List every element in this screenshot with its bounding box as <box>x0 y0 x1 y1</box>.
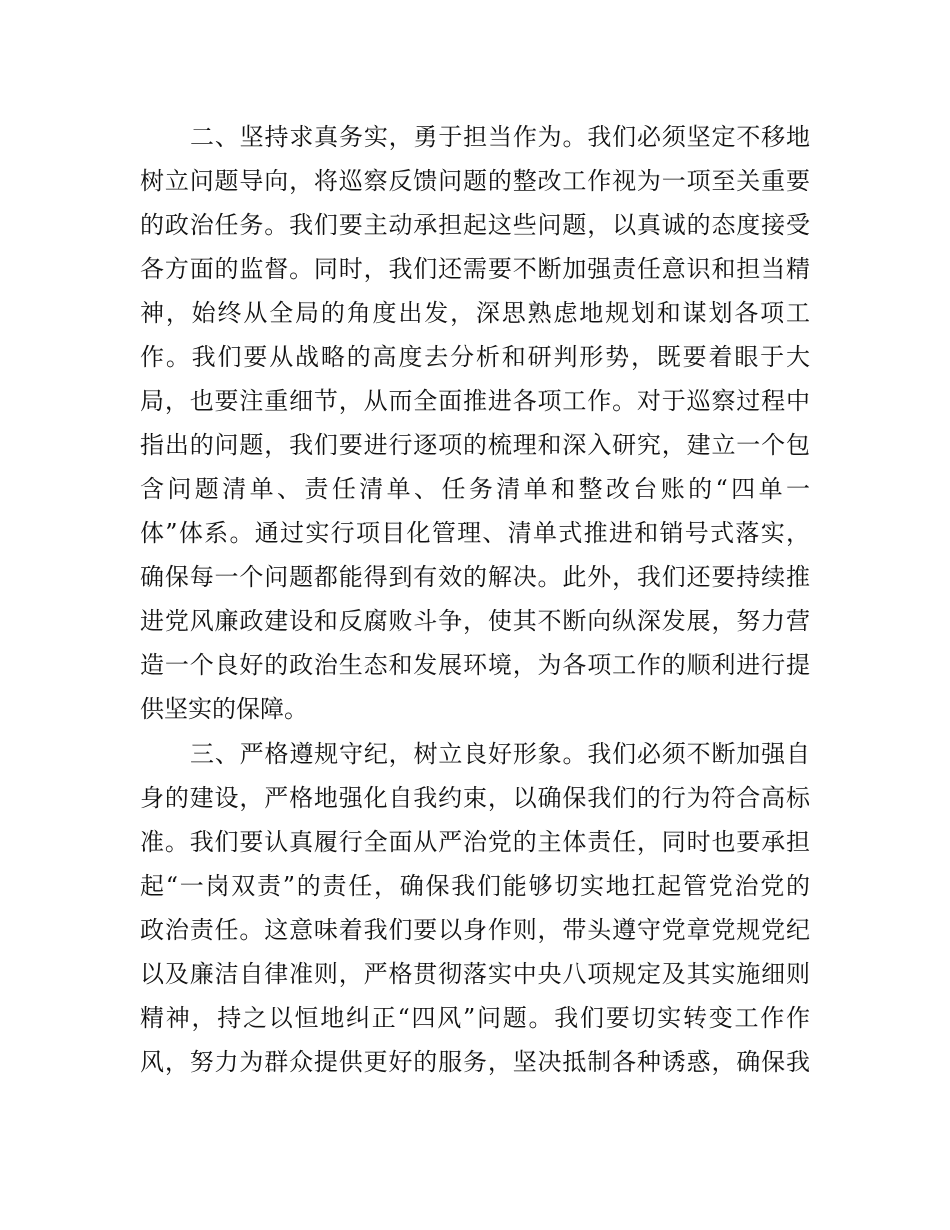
paragraph-line: 的政治任务。我们要主动承担起这些问题，以真诚的态度接受 <box>140 211 810 239</box>
paragraph-line: 二、坚持求真务实，勇于担当作为。我们必须坚定不移地 <box>190 123 810 151</box>
paragraph-line: 供坚实的保障。 <box>140 695 308 723</box>
paragraph-line: 神，始终从全局的角度出发，深思熟虑地规划和谋划各项工 <box>140 299 810 327</box>
paragraph-line: 局，也要注重细节，从而全面推进各项工作。对于巡察过程中 <box>140 387 810 415</box>
paragraph-line: 作。我们要从战略的高度去分析和研判形势，既要着眼于大 <box>140 343 810 371</box>
paragraph-line: 确保每一个问题都能得到有效的解决。此外，我们还要持续推 <box>140 563 810 591</box>
paragraph-line: 风，努力为群众提供更好的服务，坚决抵制各种诱惑，确保我 <box>140 1048 810 1076</box>
paragraph-line: 指出的问题，我们要进行逐项的梳理和深入研究，建立一个包 <box>140 431 810 459</box>
paragraph-line: 各方面的监督。同时，我们还需要不断加强责任意识和担当精 <box>140 255 810 283</box>
paragraph-line: 体”体系。通过实行项目化管理、清单式推进和销号式落实， <box>140 519 810 547</box>
paragraph-line: 准。我们要认真履行全面从严治党的主体责任，同时也要承担 <box>140 828 810 856</box>
paragraph-section-three <box>140 732 810 1084</box>
paragraph-line: 造一个良好的政治生态和发展环境，为各项工作的顺利进行提 <box>140 651 810 679</box>
paragraph-section-two <box>140 115 810 731</box>
paragraph-line: 进党风廉政建设和反腐败斗争，使其不断向纵深发展，努力营 <box>140 607 810 635</box>
paragraph-line: 含问题清单、责任清单、任务清单和整改台账的“四单一 <box>140 475 810 503</box>
paragraph-line: 三、严格遵规守纪，树立良好形象。我们必须不断加强自 <box>190 740 810 768</box>
paragraph-line: 树立问题导向，将巡察反馈问题的整改工作视为一项至关重要 <box>140 167 810 195</box>
paragraph-line: 政治责任。这意味着我们要以身作则，带头遵守党章党规党纪 <box>140 916 810 944</box>
paragraph-line: 精神，持之以恒地纠正“四风”问题。我们要切实转变工作作 <box>140 1004 810 1032</box>
paragraph-line: 身的建设，严格地强化自我约束，以确保我们的行为符合高标 <box>140 784 810 812</box>
paragraph-line: 起“一岗双责”的责任，确保我们能够切实地扛起管党治党的 <box>140 872 810 900</box>
paragraph-line: 以及廉洁自律准则，严格贯彻落实中央八项规定及其实施细则 <box>140 960 810 988</box>
